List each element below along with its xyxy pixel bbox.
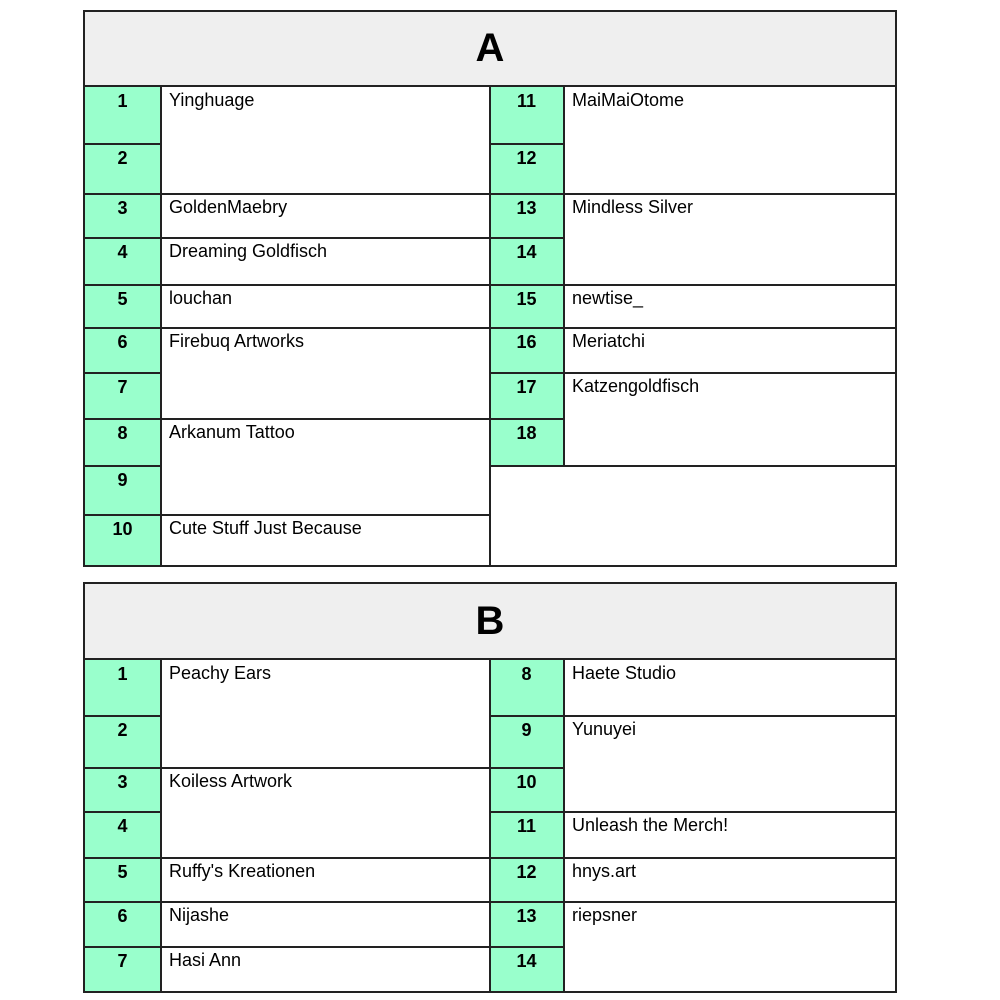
- vendor-b-nijashe: Nijashe: [169, 905, 230, 925]
- grid-line: [85, 715, 160, 717]
- grid-line: [160, 658, 162, 991]
- slot-a-2: 2: [85, 144, 160, 194]
- grid-line: [489, 193, 897, 195]
- slot-a-13: 13: [490, 194, 563, 238]
- grid-line: [489, 946, 563, 948]
- vendor-b-yunuyei: Yunuyei: [572, 719, 637, 739]
- grid-line: [489, 143, 563, 145]
- grid-line: [85, 901, 489, 903]
- grid-line: [489, 372, 897, 374]
- grid-line: [85, 514, 489, 516]
- grid-line: [489, 811, 897, 813]
- grid-line: [85, 767, 489, 769]
- grid-line: [85, 418, 489, 420]
- slot-b-11: 11: [490, 812, 563, 858]
- slot-a-18: 18: [490, 419, 563, 466]
- slot-a-12: 12: [490, 144, 563, 194]
- slot-a-17: 17: [490, 373, 563, 419]
- slot-a-6: 6: [85, 328, 160, 373]
- slot-a-7: 7: [85, 373, 160, 419]
- grid-line: [489, 327, 897, 329]
- slot-b-9: 9: [490, 716, 563, 768]
- slot-a-9: 9: [85, 466, 160, 515]
- vendor-a-firebuq: Firebuq Artworks: [169, 331, 305, 351]
- slot-a-10: 10: [85, 515, 160, 565]
- slot-a-3: 3: [85, 194, 160, 238]
- slot-b-6: 6: [85, 902, 160, 947]
- slot-b-10: 10: [490, 768, 563, 812]
- vendor-a-newtise: newtise_: [572, 288, 644, 308]
- vendor-a-maimaiotome: MaiMaiOtome: [572, 90, 685, 110]
- grid-line: [85, 143, 160, 145]
- slot-b-2: 2: [85, 716, 160, 768]
- slot-b-12: 12: [490, 858, 563, 902]
- section-b: [83, 582, 897, 993]
- vendor-b-peachy-ears: Peachy Ears: [169, 663, 272, 683]
- grid-line: [489, 85, 491, 565]
- slot-a-14: 14: [490, 238, 563, 285]
- vendor-a-katzengoldfisch: Katzengoldfisch: [572, 376, 700, 396]
- slot-a-5: 5: [85, 285, 160, 328]
- slot-a-11: 11: [490, 87, 563, 144]
- grid-line: [563, 658, 565, 991]
- vendor-a-mindless-silver: Mindless Silver: [572, 197, 694, 217]
- vendor-a-meriatchi: Meriatchi: [572, 331, 646, 351]
- vendor-a-arkanum: Arkanum Tattoo: [169, 422, 295, 442]
- grid-line: [85, 465, 160, 467]
- section-a-title: A: [85, 12, 895, 87]
- vendor-a-cute-stuff: Cute Stuff Just Because: [169, 518, 362, 538]
- grid-line: [489, 857, 897, 859]
- vendor-b-koiless: Koiless Artwork: [169, 771, 293, 791]
- grid-line: [85, 857, 489, 859]
- grid-line: [489, 901, 897, 903]
- slot-a-15: 15: [490, 285, 563, 328]
- grid-line: [563, 85, 565, 466]
- grid-line: [489, 658, 491, 991]
- vendor-b-riepsner: riepsner: [572, 905, 638, 925]
- section-a: [83, 10, 897, 567]
- slot-b-3: 3: [85, 768, 160, 812]
- grid-line: [489, 767, 563, 769]
- vendor-a-dreaming-goldfisch: Dreaming Goldfisch: [169, 241, 328, 261]
- grid-line: [85, 946, 489, 948]
- slot-a-1: 1: [85, 87, 160, 144]
- slot-b-5: 5: [85, 858, 160, 902]
- slot-b-1: 1: [85, 660, 160, 716]
- grid-line: [489, 715, 897, 717]
- slot-b-13: 13: [490, 902, 563, 947]
- grid-line: [85, 372, 160, 374]
- vendor-a-louchan: louchan: [169, 288, 233, 308]
- vendor-b-ruffys: Ruffy's Kreationen: [169, 861, 316, 881]
- grid-line: [489, 465, 897, 467]
- vendor-b-hnys: hnys.art: [572, 861, 637, 881]
- vendor-a-goldenmaebry: GoldenMaebry: [169, 197, 288, 217]
- slot-b-8: 8: [490, 660, 563, 716]
- grid-line: [160, 85, 162, 565]
- grid-line: [85, 327, 489, 329]
- grid-line: [489, 418, 563, 420]
- slot-a-4: 4: [85, 238, 160, 285]
- grid-line: [85, 284, 489, 286]
- grid-line: [489, 284, 897, 286]
- grid-line: [489, 237, 563, 239]
- slot-b-14: 14: [490, 947, 563, 991]
- vendor-a-yinghuage: Yinghuage: [169, 90, 255, 110]
- vendor-b-hasi-ann: Hasi Ann: [169, 950, 242, 970]
- slot-b-4: 4: [85, 812, 160, 858]
- slot-b-7: 7: [85, 947, 160, 991]
- slot-a-16: 16: [490, 328, 563, 373]
- grid-line: [85, 811, 160, 813]
- vendor-b-haete: Haete Studio: [572, 663, 677, 683]
- vendor-b-unleash: Unleash the Merch!: [572, 815, 729, 835]
- grid-line: [85, 237, 489, 239]
- grid-line: [85, 193, 489, 195]
- slot-a-8: 8: [85, 419, 160, 466]
- section-b-title: B: [85, 584, 895, 660]
